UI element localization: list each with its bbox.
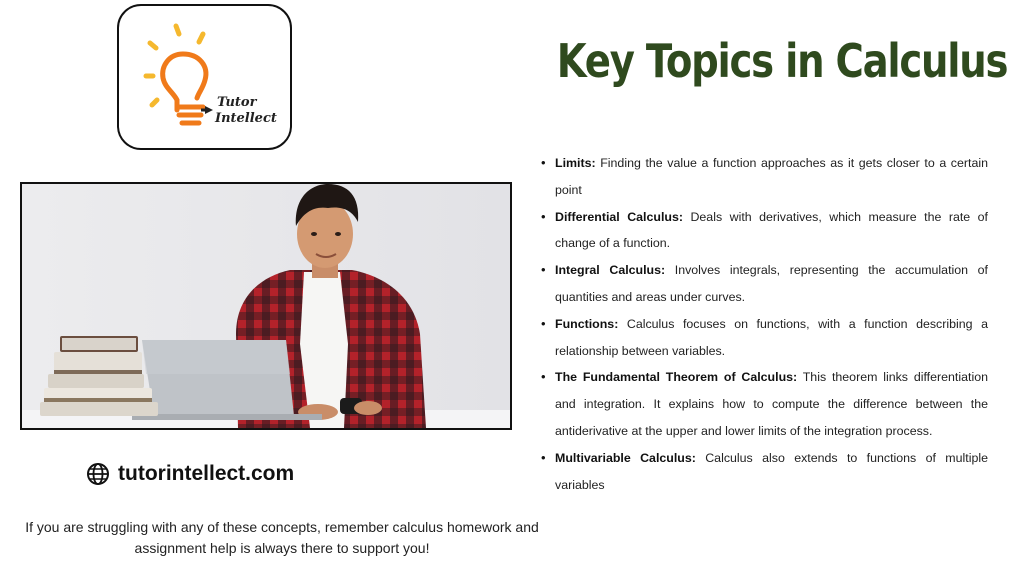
list-item <box>540 364 988 444</box>
list-item <box>540 445 988 499</box>
list-item <box>540 257 988 311</box>
topic-term: Integral Calculus: <box>555 263 666 278</box>
topic-term: Functions: <box>555 316 619 331</box>
topic-term: The Fundamental Theorem of Calculus: <box>555 370 798 385</box>
list-item <box>540 311 988 365</box>
support-message: If you are struggling with any of these concepts, remember calculus homework and assignment help is always there to support you! <box>25 519 539 556</box>
list-item <box>540 150 988 204</box>
list-item <box>540 204 988 258</box>
topic-term: Limits: <box>555 156 596 170</box>
logo-brand-line1: Tutor <box>217 95 257 110</box>
topic-description: Involves integrals, representing the accumulation of quantities and areas under curves. <box>555 263 988 304</box>
topic-description: Finding the value a function approaches as it gets closer to a certain point <box>555 156 988 197</box>
globe-icon <box>86 462 110 486</box>
topic-term: Differential Calculus: <box>555 209 683 224</box>
page-title: Key Topics in Calculus <box>556 34 1008 88</box>
topic-description: Calculus focuses on functions, with a function describing a relationship between variables. <box>555 316 988 358</box>
website-url[interactable]: tutorintellect.com <box>118 462 295 485</box>
topic-description: Calculus also extends to functions of multiple variables <box>555 450 988 492</box>
website-link[interactable] <box>86 462 294 486</box>
topic-term: Multivariable Calculus: <box>555 450 696 465</box>
topic-description: This theorem links differentiation and integration. It explains how to compute the difference between the antiderivative at the upper and lower limits of the integration process. <box>555 370 988 438</box>
topics-list <box>540 150 988 498</box>
logo-brand-line2: Intellect <box>215 111 277 126</box>
lightbulb-icon <box>119 6 290 148</box>
topic-description: Deals with derivatives, which measure the rate of change of a function. <box>555 209 989 251</box>
logo <box>117 4 292 150</box>
student-with-laptop-photo <box>20 182 512 430</box>
